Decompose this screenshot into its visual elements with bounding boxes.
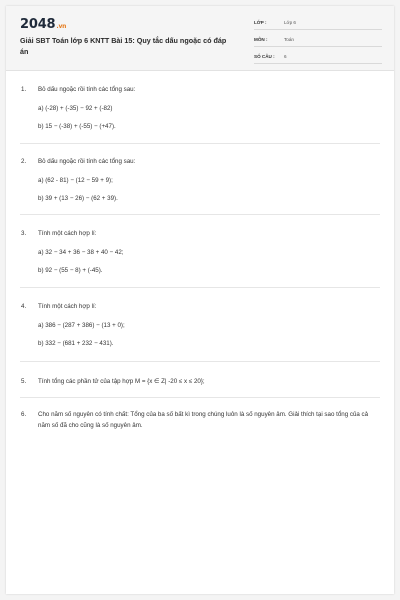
- meta-value: Toán: [284, 37, 294, 42]
- question-text: Tính tổng các phần tử của tập hợp M = {x ∈ Z| -20 ≤ x ≤ 20};: [38, 378, 205, 385]
- question-part: b) 15 − (-38) + (-55) − (+47).: [38, 123, 116, 130]
- divider: [20, 143, 380, 144]
- question-part: a) 32 − 34 + 36 − 38 + 40 − 42;: [38, 249, 124, 256]
- question-number: 2.: [21, 158, 27, 165]
- meta-panel: [254, 16, 382, 67]
- divider: [20, 397, 380, 398]
- meta-key: LỚP :: [254, 20, 267, 25]
- meta-row-subject: [254, 33, 382, 47]
- question-text: Tính một cách hợp lí:: [38, 230, 97, 237]
- site-logo[interactable]: [20, 17, 66, 32]
- question-text: Bỏ dấu ngoặc rồi tính các tổng sau:: [38, 158, 136, 165]
- question-text: Cho năm số nguyên có tính chất: Tổng của ba số bất kì trong chúng luôn là số nguyên âm. Giải thích tại sao tổng của cả năm số đã cho cũng là số nguyên âm.: [38, 411, 369, 429]
- divider: [20, 361, 380, 362]
- question-part: b) 332 − (681 + 232 − 431).: [38, 340, 114, 347]
- meta-row-count: [254, 50, 382, 64]
- question-text: Tính một cách hợp lí:: [38, 303, 97, 310]
- page-title: Giải SBT Toán lớp 6 KNTT Bài 15: Quy tắc dấu ngoặc có đáp án: [20, 36, 227, 56]
- question-part: b) 92 − (55 − 8) + (-45).: [38, 267, 103, 274]
- question-part: a) (-28) + (-35) − 92 + (-82): [38, 105, 113, 112]
- document-page: [6, 6, 394, 594]
- question-number: 6.: [21, 411, 27, 418]
- meta-value: Lớp 6: [284, 20, 296, 25]
- logo-main: 2048: [20, 17, 56, 32]
- meta-key: MÔN :: [254, 37, 268, 42]
- question-part: a) 386 − (287 + 386) − (13 + 0);: [38, 322, 125, 329]
- divider: [20, 214, 380, 215]
- question-text: Bỏ dấu ngoặc rồi tính các tổng sau:: [38, 86, 136, 93]
- question-part: a) (62 - 81) − (12 − 59 + 9);: [38, 177, 113, 184]
- logo-suffix: .vn: [56, 23, 67, 30]
- meta-value: 6: [284, 54, 287, 59]
- question-number: 3.: [21, 230, 27, 237]
- meta-row-class: [254, 16, 382, 30]
- document-header: [6, 6, 394, 71]
- question-number: 1.: [21, 86, 27, 93]
- question-number: 4.: [21, 303, 27, 310]
- divider: [20, 287, 380, 288]
- meta-key: SỐ CÂU :: [254, 54, 275, 59]
- question-number: 5.: [21, 378, 27, 385]
- question-part: b) 39 + (13 − 26) − (62 + 39).: [38, 195, 118, 202]
